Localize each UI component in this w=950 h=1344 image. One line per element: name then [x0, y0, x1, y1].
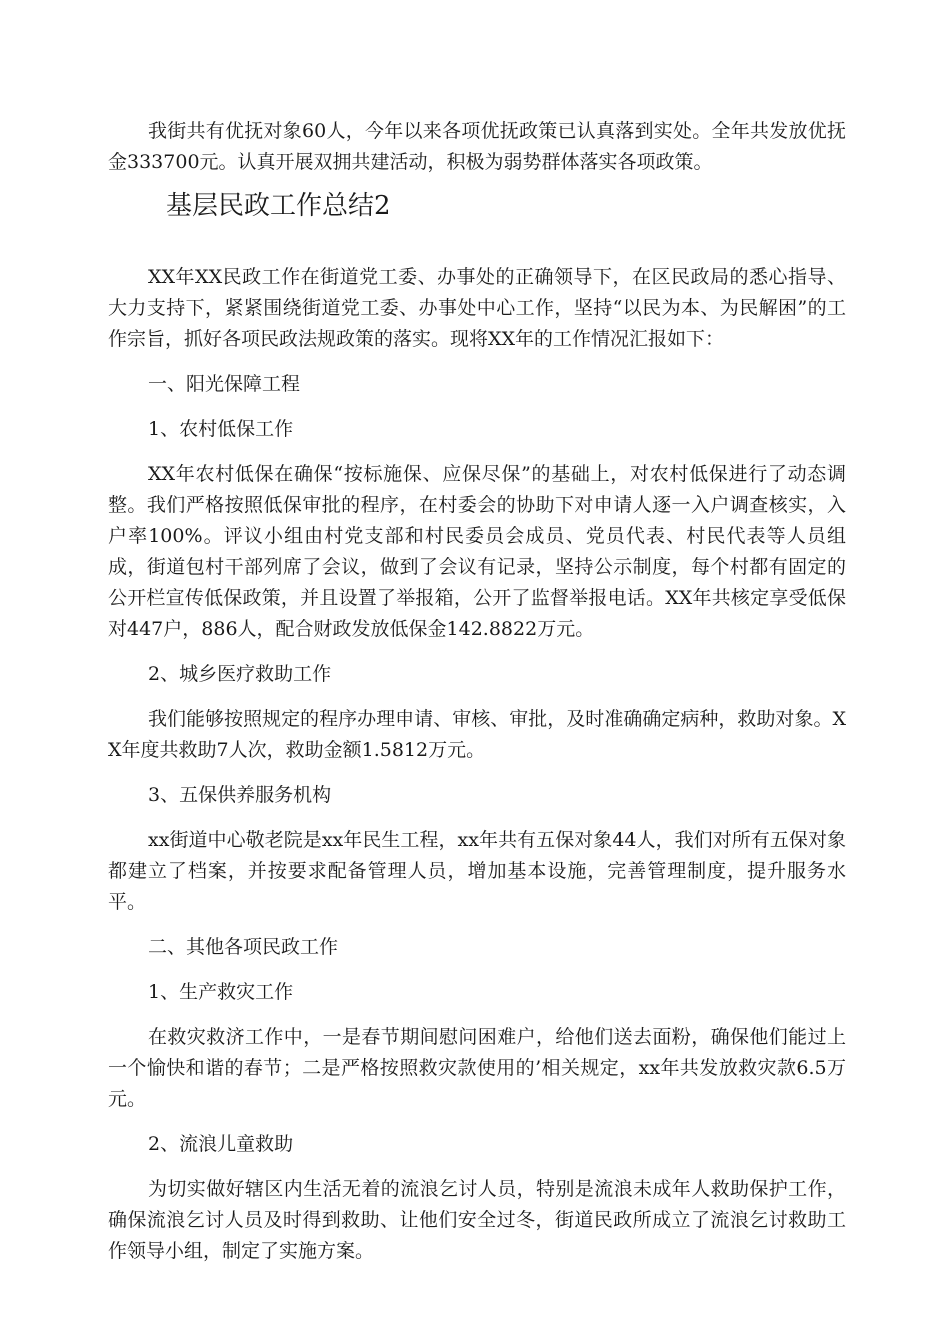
intro-paragraph: 我街共有优抚对象60人，今年以来各项优抚政策已认真落到实处。全年共发放优抚金333700元。认真开展双拥共建活动，积极为弱势群体落实各项政策。: [108, 120, 846, 173]
s1-item1-body: XX年农村低保在确保“按标施保、应保尽保”的基础上，对农村低保进行了动态调整。我们严格按照低保审批的程序，在村委会的协助下对申请人逐一入户调查核实，入户率100%。评议小组由村党支部和村民委员会成员、党员代表、村民代表等人员组成，街道包村干部列席了会议，做到了会议有记录，坚持公示制度，每个村都有固定的公开栏宣传低保政策，并且设置了举报箱，公开了监督举报电话。XX年共核定享受低保对447户，886人，配合财政发放低保金142.8822万元。: [108, 463, 846, 640]
s1-item2-heading: 2、城乡医疗救助工作: [148, 663, 332, 685]
s1-item3-body: xx街道中心敬老院是xx年民生工程，xx年共有五保对象44人，我们对所有五保对象都建立了档案，并按要求配备管理人员，增加基本设施，完善管理制度，提升服务水平。: [108, 829, 846, 913]
s2-item2-body: 为切实做好辖区内生活无着的流浪乞讨人员，特别是流浪未成年人救助保护工作，确保流浪乞讨人员及时得到救助、让他们安全过冬，街道民政所成立了流浪乞讨救助工作领导小组，制定了实施方案。: [108, 1178, 846, 1262]
opening-paragraph: XX年XX民政工作在街道党工委、办事处的正确领导下，在区民政局的悉心指导、大力支持下，紧紧围绕街道党工委、办事处中心工作，坚持“以民为本、为民解困”的工作宗旨，抓好各项民政法规政策的落实。现将XX年的工作情况汇报如下：: [108, 266, 846, 350]
document-page: [108, 116, 846, 1267]
section1-heading: 一、阳光保障工程: [148, 373, 301, 395]
s1-item1-heading: 1、农村低保工作: [148, 418, 294, 440]
document-title: 基层民政工作总结2: [166, 191, 391, 221]
s2-item2-heading: 2、流浪儿童救助: [148, 1133, 294, 1155]
s1-item2-body: 我们能够按照规定的程序办理申请、审核、审批，及时准确确定病种，救助对象。XX年度共救助7人次，救助金额1.5812万元。: [108, 708, 846, 761]
section2-heading: 二、其他各项民政工作: [148, 936, 339, 958]
s1-item3-heading: 3、五保供养服务机构: [148, 784, 332, 806]
s2-item1-body: 在救灾救济工作中，一是春节期间慰问困难户，给他们送去面粉，确保他们能过上一个愉快和谐的春节；二是严格按照救灾款使用的’相关规定，xx年共发放救灾款6.5万元。: [108, 1026, 846, 1110]
s2-item1-heading: 1、生产救灾工作: [148, 981, 294, 1003]
